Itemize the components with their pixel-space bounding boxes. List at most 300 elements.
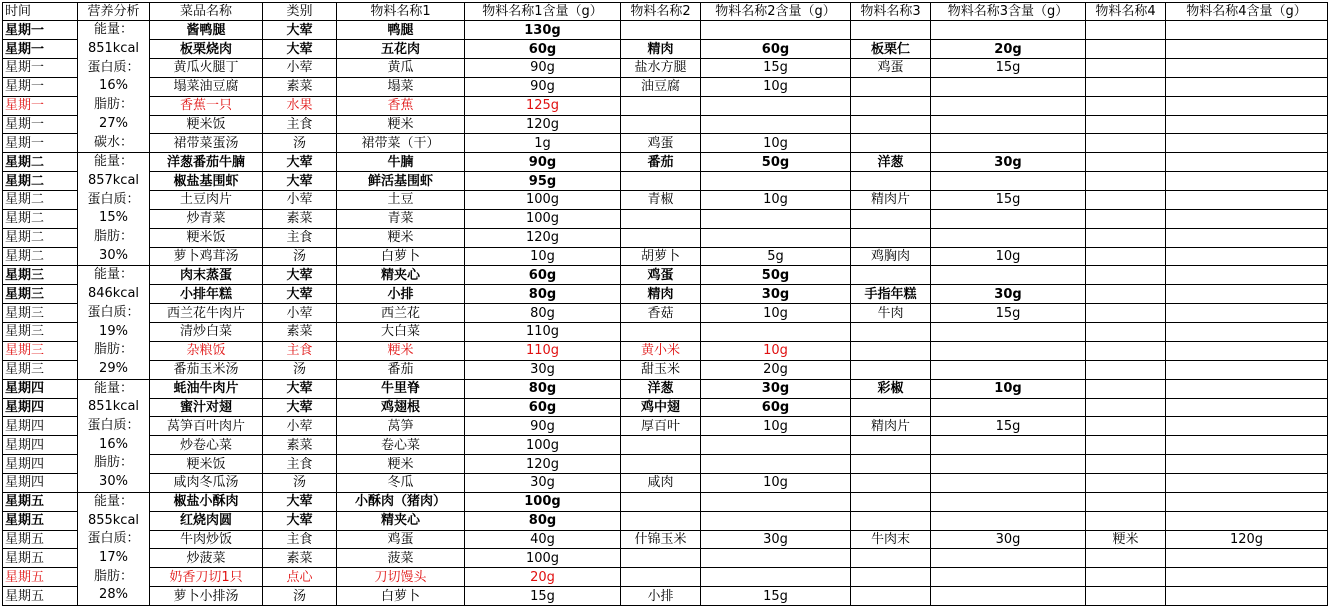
table-cell: 主食 (263, 455, 337, 474)
column-header: 物料名称3含量（g） (931, 3, 1086, 21)
table-cell: 鸭腿 (337, 21, 465, 40)
table-cell (1166, 568, 1328, 587)
table-cell: 汤 (263, 247, 337, 266)
table-cell (621, 549, 701, 568)
table-cell: 粳米 (1086, 530, 1166, 549)
table-cell: 小排年糕 (150, 285, 263, 304)
nutrition-analysis-cell (78, 379, 150, 492)
table-cell (851, 398, 931, 417)
table-cell (851, 511, 931, 530)
nutrition-line: 能量： (93, 154, 133, 170)
table-cell: 大荤 (263, 379, 337, 398)
table-cell (1086, 511, 1166, 530)
table-cell: 素菜 (263, 436, 337, 455)
table-cell (851, 21, 931, 40)
table-cell: 裙带菜蛋汤 (150, 134, 263, 153)
table-row (3, 153, 1328, 172)
table-row (3, 379, 1328, 398)
table-cell: 125g (465, 96, 621, 115)
table-cell: 90g (465, 153, 621, 172)
table-cell: 鸡蛋 (621, 134, 701, 153)
table-cell (1086, 209, 1166, 228)
nutrition-line: 15% (99, 210, 128, 226)
table-cell (1086, 153, 1166, 172)
column-header: 菜品名称 (150, 3, 263, 21)
table-cell (1086, 228, 1166, 247)
table-cell: 120g (465, 455, 621, 474)
table-cell: 粳米 (337, 115, 465, 134)
table-cell: 精肉 (621, 285, 701, 304)
table-cell (931, 341, 1086, 360)
table-cell: 素菜 (263, 209, 337, 228)
nutrition-line: 能量： (93, 493, 133, 509)
table-row (3, 341, 1328, 360)
nutrition-line: 29% (99, 360, 128, 376)
column-header: 时间 (3, 3, 78, 21)
table-cell (931, 492, 1086, 511)
table-cell: 95g (465, 172, 621, 191)
table-cell: 洋葱 (851, 153, 931, 172)
table-cell: 胡萝卜 (621, 247, 701, 266)
table-cell (1086, 341, 1166, 360)
table-cell (701, 21, 851, 40)
table-cell: 粳米饭 (150, 228, 263, 247)
table-cell (1086, 190, 1166, 209)
table-cell: 100g (465, 436, 621, 455)
table-cell (851, 266, 931, 285)
table-cell: 炒青菜 (150, 209, 263, 228)
table-cell (1166, 21, 1328, 40)
table-cell (931, 115, 1086, 134)
table-cell: 星期四 (3, 473, 78, 492)
table-cell (1166, 398, 1328, 417)
table-cell (1086, 96, 1166, 115)
table-row (3, 304, 1328, 323)
table-cell (851, 209, 931, 228)
table-cell: 塌菜油豆腐 (150, 77, 263, 96)
table-cell: 塌菜 (337, 77, 465, 96)
table-cell (1086, 568, 1166, 587)
table-cell (1166, 115, 1328, 134)
table-cell: 牛肉炒饭 (150, 530, 263, 549)
table-row (3, 360, 1328, 379)
table-cell (1166, 285, 1328, 304)
table-cell: 星期一 (3, 21, 78, 40)
table-cell: 大荤 (263, 21, 337, 40)
table-cell: 牛肉末 (851, 530, 931, 549)
table-cell: 咸肉 (621, 473, 701, 492)
nutrition-line: 851kcal (87, 399, 140, 415)
table-cell: 15g (701, 58, 851, 77)
table-row (3, 172, 1328, 191)
table-cell: 洋葱 (621, 379, 701, 398)
table-cell: 手指年糕 (851, 285, 931, 304)
table-cell: 汤 (263, 360, 337, 379)
table-cell: 15g (465, 587, 621, 606)
table-cell: 星期一 (3, 134, 78, 153)
table-cell: 粳米 (337, 228, 465, 247)
table-cell (1166, 473, 1328, 492)
nutrition-line: 19% (99, 323, 128, 339)
table-cell: 20g (465, 568, 621, 587)
table-cell (851, 360, 931, 379)
table-row (3, 530, 1328, 549)
table-cell (851, 77, 931, 96)
table-cell (931, 549, 1086, 568)
table-cell (1166, 228, 1328, 247)
nutrition-line: 16% (99, 436, 128, 452)
table-cell: 小排 (621, 587, 701, 606)
table-cell: 素菜 (263, 323, 337, 342)
table-cell: 星期二 (3, 172, 78, 191)
table-cell: 星期三 (3, 285, 78, 304)
table-cell: 白萝卜 (337, 587, 465, 606)
table-cell: 星期二 (3, 209, 78, 228)
table-cell (1086, 360, 1166, 379)
table-cell: 汤 (263, 134, 337, 153)
table-cell: 小荤 (263, 304, 337, 323)
table-cell (1086, 323, 1166, 342)
table-cell: 黄瓜 (337, 58, 465, 77)
table-cell: 黄瓜火腿丁 (150, 58, 263, 77)
table-cell (931, 511, 1086, 530)
table-cell (1166, 77, 1328, 96)
table-cell (621, 228, 701, 247)
table-row (3, 266, 1328, 285)
table-cell (621, 323, 701, 342)
column-header: 物料名称1 (337, 3, 465, 21)
table-cell: 40g (465, 530, 621, 549)
table-cell: 10g (465, 247, 621, 266)
nutrition-line: 30% (99, 474, 128, 490)
table-cell: 星期三 (3, 304, 78, 323)
table-cell (1086, 58, 1166, 77)
table-cell: 15g (931, 58, 1086, 77)
table-cell: 星期二 (3, 190, 78, 209)
table-cell: 鸡翅根 (337, 398, 465, 417)
table-cell (1166, 96, 1328, 115)
table-row (3, 549, 1328, 568)
table-cell (1086, 398, 1166, 417)
table-cell: 莴笋百叶肉片 (150, 417, 263, 436)
table-cell: 10g (701, 190, 851, 209)
table-cell (1086, 21, 1166, 40)
table-row (3, 40, 1328, 59)
table-cell: 精肉片 (851, 190, 931, 209)
nutrition-line: 蛋白质： (87, 59, 140, 75)
table-cell: 20g (701, 360, 851, 379)
table-cell (701, 323, 851, 342)
nutrition-line: 16% (99, 78, 128, 94)
table-row (3, 455, 1328, 474)
nutrition-line: 能量： (93, 267, 133, 283)
table-cell: 精肉 (621, 40, 701, 59)
table-cell: 主食 (263, 530, 337, 549)
nutrition-line: 蛋白质： (87, 304, 140, 320)
table-cell: 蚝油牛肉片 (150, 379, 263, 398)
table-cell: 精夹心 (337, 511, 465, 530)
table-cell: 星期一 (3, 77, 78, 96)
table-cell: 60g (701, 398, 851, 417)
table-cell (1166, 511, 1328, 530)
table-cell (621, 172, 701, 191)
table-cell: 50g (701, 266, 851, 285)
table-cell: 130g (465, 21, 621, 40)
table-cell: 星期五 (3, 549, 78, 568)
table-cell: 鸡蛋 (621, 266, 701, 285)
table-cell: 大荤 (263, 511, 337, 530)
table-cell: 110g (465, 341, 621, 360)
table-cell: 椒盐小酥肉 (150, 492, 263, 511)
table-cell: 番茄玉米汤 (150, 360, 263, 379)
table-cell (931, 436, 1086, 455)
table-cell: 清炒白菜 (150, 323, 263, 342)
table-row (3, 77, 1328, 96)
table-cell (851, 228, 931, 247)
table-cell (1086, 304, 1166, 323)
header-row (3, 3, 1328, 21)
table-cell (1086, 436, 1166, 455)
table-cell (1086, 266, 1166, 285)
column-header: 物料名称4含量（g） (1166, 3, 1328, 21)
table-cell: 鸡蛋 (337, 530, 465, 549)
table-cell: 大荤 (263, 266, 337, 285)
column-header: 营养分析 (78, 3, 150, 21)
table-row (3, 398, 1328, 417)
table-cell (931, 360, 1086, 379)
table-cell: 15g (931, 417, 1086, 436)
nutrition-line: 能量： (93, 380, 133, 396)
table-cell: 鸡中翅 (621, 398, 701, 417)
menu-table (2, 2, 1328, 606)
table-cell: 30g (931, 285, 1086, 304)
table-cell: 酱鸭腿 (150, 21, 263, 40)
table-cell: 裙带菜（干） (337, 134, 465, 153)
table-row (3, 436, 1328, 455)
table-cell: 90g (465, 417, 621, 436)
table-cell (931, 96, 1086, 115)
table-cell: 星期五 (3, 530, 78, 549)
table-cell (1166, 134, 1328, 153)
table-cell: 粳米 (337, 455, 465, 474)
table-cell (621, 568, 701, 587)
table-cell (851, 134, 931, 153)
table-cell: 60g (465, 266, 621, 285)
table-cell (931, 77, 1086, 96)
table-cell: 10g (701, 304, 851, 323)
table-cell (701, 492, 851, 511)
table-cell: 香蕉一只 (150, 96, 263, 115)
table-row (3, 115, 1328, 134)
table-cell: 杂粮饭 (150, 341, 263, 360)
table-cell: 土豆肉片 (150, 190, 263, 209)
table-cell (1086, 379, 1166, 398)
table-cell: 粳米饭 (150, 455, 263, 474)
table-cell: 青椒 (621, 190, 701, 209)
table-cell: 星期五 (3, 568, 78, 587)
table-cell (1166, 323, 1328, 342)
table-cell: 蜜汁对翅 (150, 398, 263, 417)
table-cell (701, 209, 851, 228)
table-cell (851, 568, 931, 587)
table-cell: 素菜 (263, 77, 337, 96)
table-cell: 100g (465, 190, 621, 209)
table-cell: 80g (465, 304, 621, 323)
table-cell: 100g (465, 209, 621, 228)
nutrition-line: 能量： (93, 22, 133, 38)
table-cell: 星期四 (3, 436, 78, 455)
table-cell: 鸡胸肉 (851, 247, 931, 266)
table-row (3, 228, 1328, 247)
table-cell: 大白菜 (337, 323, 465, 342)
table-cell: 小荤 (263, 58, 337, 77)
table-cell (701, 568, 851, 587)
nutrition-line: 蛋白质： (87, 418, 140, 434)
table-cell: 椒盐基围虾 (150, 172, 263, 191)
table-cell: 星期四 (3, 379, 78, 398)
table-cell: 30g (465, 473, 621, 492)
table-cell: 星期一 (3, 96, 78, 115)
table-cell (1166, 587, 1328, 606)
table-cell: 星期四 (3, 455, 78, 474)
table-row (3, 417, 1328, 436)
table-cell: 小排 (337, 285, 465, 304)
table-cell: 30g (701, 285, 851, 304)
table-cell (1086, 455, 1166, 474)
table-row (3, 134, 1328, 153)
table-cell: 汤 (263, 587, 337, 606)
table-cell (1166, 209, 1328, 228)
table-cell (1166, 549, 1328, 568)
table-cell (931, 228, 1086, 247)
table-cell (1166, 379, 1328, 398)
nutrition-analysis-cell (78, 21, 150, 153)
table-cell: 大荤 (263, 398, 337, 417)
table-cell: 大荤 (263, 40, 337, 59)
table-cell (1166, 190, 1328, 209)
table-cell: 星期二 (3, 247, 78, 266)
table-row (3, 568, 1328, 587)
table-cell (701, 172, 851, 191)
table-cell: 15g (931, 190, 1086, 209)
table-cell: 大荤 (263, 285, 337, 304)
table-cell: 香蕉 (337, 96, 465, 115)
nutrition-analysis-cell (78, 492, 150, 605)
table-cell (1166, 436, 1328, 455)
table-cell (931, 455, 1086, 474)
table-cell: 10g (701, 417, 851, 436)
table-cell (851, 587, 931, 606)
table-cell (1086, 77, 1166, 96)
table-cell: 刀切馒头 (337, 568, 465, 587)
table-cell: 30g (931, 530, 1086, 549)
table-cell: 星期二 (3, 153, 78, 172)
table-cell: 星期三 (3, 341, 78, 360)
table-row (3, 96, 1328, 115)
table-cell: 10g (701, 77, 851, 96)
nutrition-analysis-cell (78, 266, 150, 379)
table-cell (931, 398, 1086, 417)
table-cell: 萝卜鸡茸汤 (150, 247, 263, 266)
table-cell (1166, 455, 1328, 474)
table-cell: 120g (465, 115, 621, 134)
table-cell: 星期三 (3, 360, 78, 379)
table-cell: 板栗仁 (851, 40, 931, 59)
nutrition-line: 857kcal (87, 172, 140, 188)
table-cell: 萝卜小排汤 (150, 587, 263, 606)
nutrition-line: 脂肪： (93, 229, 133, 245)
table-cell: 20g (931, 40, 1086, 59)
column-header: 物料名称4 (1086, 3, 1166, 21)
table-cell: 10g (701, 341, 851, 360)
table-row (3, 209, 1328, 228)
table-cell: 彩椒 (851, 379, 931, 398)
table-cell: 60g (701, 40, 851, 59)
table-cell: 水果 (263, 96, 337, 115)
table-cell: 星期一 (3, 115, 78, 134)
table-cell: 星期三 (3, 266, 78, 285)
table-cell: 30g (465, 360, 621, 379)
table-cell (621, 436, 701, 455)
table-cell (1166, 40, 1328, 59)
nutrition-line: 脂肪： (93, 342, 133, 358)
column-header: 类别 (263, 3, 337, 21)
table-cell: 青菜 (337, 209, 465, 228)
table-cell (621, 21, 701, 40)
table-cell: 板栗烧肉 (150, 40, 263, 59)
table-cell (701, 549, 851, 568)
nutrition-line: 碳水： (93, 134, 133, 150)
table-row (3, 587, 1328, 606)
table-cell: 番茄 (337, 360, 465, 379)
table-row (3, 58, 1328, 77)
table-cell: 炒菠菜 (150, 549, 263, 568)
table-cell: 100g (465, 492, 621, 511)
table-cell: 30g (701, 530, 851, 549)
table-row (3, 285, 1328, 304)
table-row (3, 473, 1328, 492)
nutrition-line: 脂肪： (93, 455, 133, 471)
table-cell (701, 436, 851, 455)
table-cell: 粳米 (337, 341, 465, 360)
table-cell: 小酥肉（猪肉） (337, 492, 465, 511)
nutrition-line: 846kcal (87, 286, 140, 302)
table-cell: 1g (465, 134, 621, 153)
table-cell: 奶香刀切1只 (150, 568, 263, 587)
table-cell (931, 134, 1086, 153)
table-cell: 大荤 (263, 172, 337, 191)
table-row (3, 190, 1328, 209)
table-row (3, 247, 1328, 266)
table-cell (931, 21, 1086, 40)
table-cell (851, 436, 931, 455)
table-cell: 10g (931, 247, 1086, 266)
table-cell (621, 492, 701, 511)
nutrition-line: 855kcal (87, 512, 140, 528)
table-cell (851, 473, 931, 492)
table-cell (1086, 172, 1166, 191)
table-cell: 厚百叶 (621, 417, 701, 436)
table-cell: 冬瓜 (337, 473, 465, 492)
table-cell (701, 511, 851, 530)
table-cell (1166, 172, 1328, 191)
table-cell (1086, 587, 1166, 606)
table-cell: 主食 (263, 115, 337, 134)
table-cell (851, 115, 931, 134)
table-cell: 莴笋 (337, 417, 465, 436)
table-cell: 星期五 (3, 511, 78, 530)
table-cell: 粳米饭 (150, 115, 263, 134)
